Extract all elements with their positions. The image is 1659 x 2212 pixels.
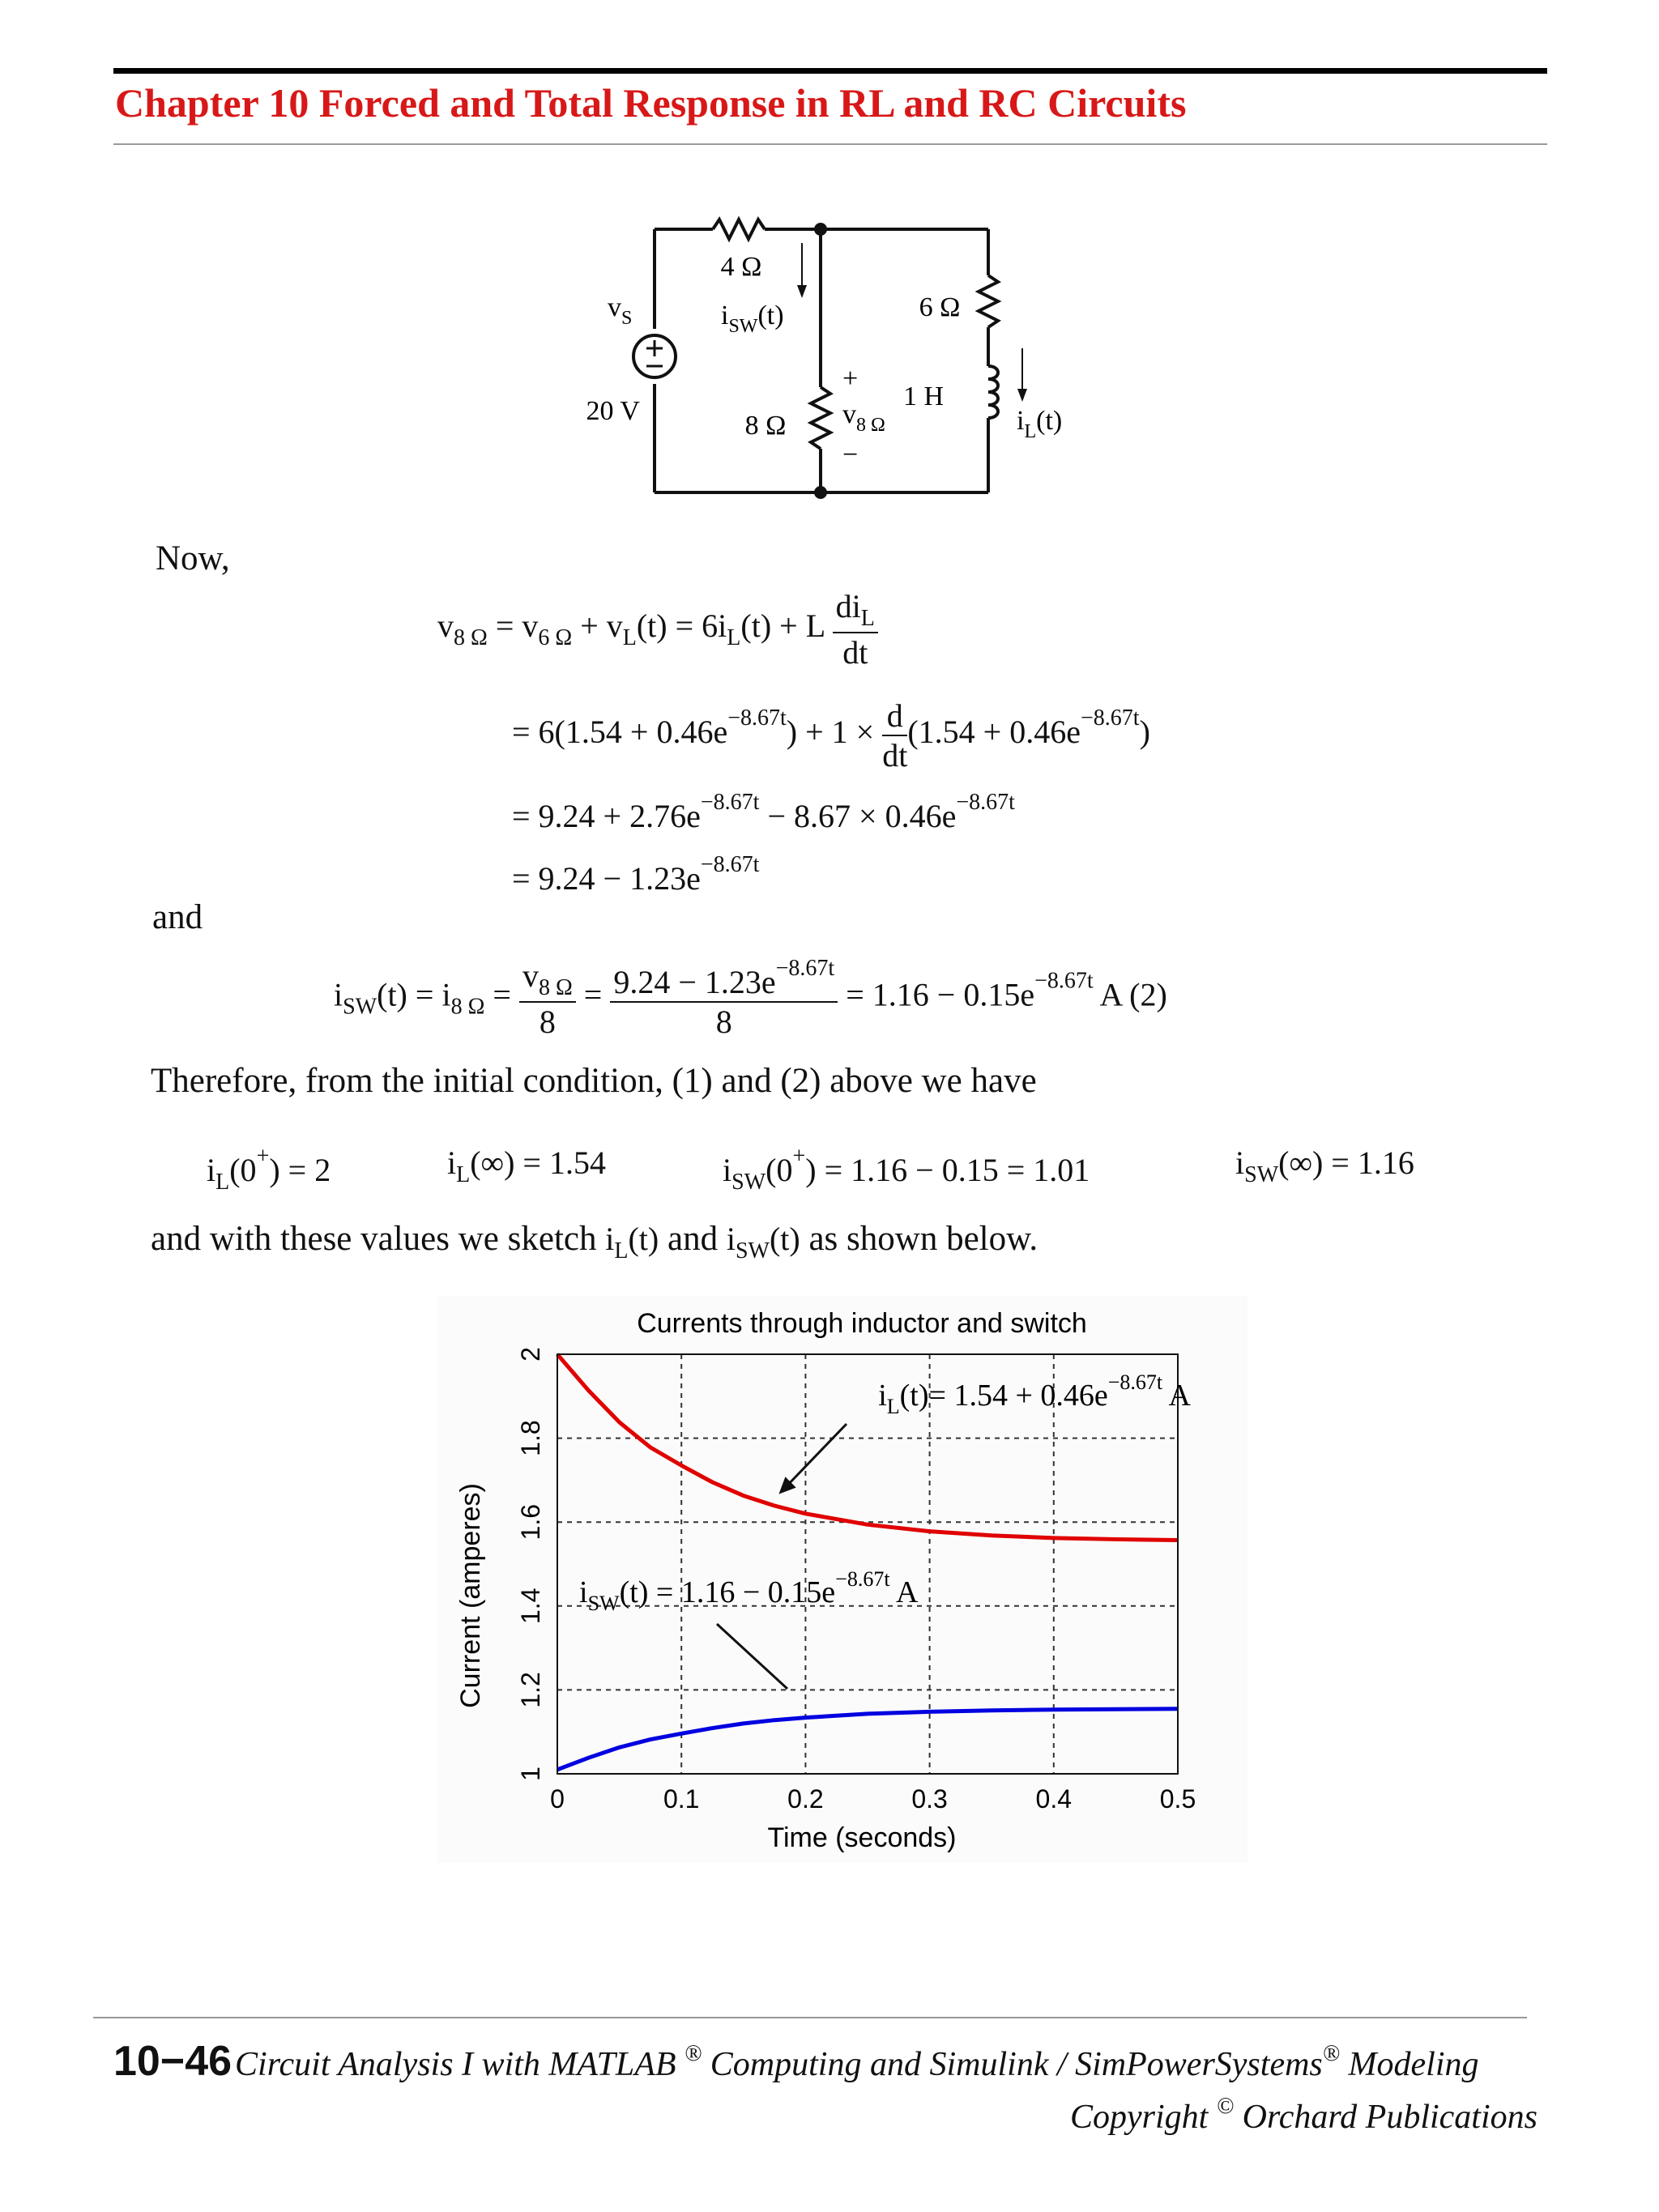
chart-title: Currents through inductor and switch [637,1308,1087,1339]
equation-line-1: $v_{8 \Omega} = v_{6 \Omega} + v_L(t) = 6i_L(t) + L$ $\frac{di_L}{dt}$ [437,587,878,671]
x-tick-label: 0.5 [1159,1784,1196,1813]
currents-chart [437,1296,1247,1863]
isw-label: $i_{SW}(t)$ [721,300,784,337]
y-tick-label: 1.4 [516,1588,545,1625]
v8-minus: − [842,440,859,470]
value-isw-0plus: $i_{SW}(0^+) = 1.16 - 0.15 = 1.01$ [723,1144,1090,1195]
book-title: Circuit Analysis I with MATLAB ® Computing and Simulink / SimPowerSystems® Modeling [235,2041,1479,2083]
x-tick-label: 0.4 [1035,1784,1073,1813]
x-tick-label: 0 [550,1784,565,1813]
page-number: 10−46 [113,2038,232,2085]
annotation-isw: $i_{SW}(t) = 1.16 - 0.15e^{-8.67t}$ A [579,1567,919,1615]
value-il-0plus: $i_L(0^+) = 2$ [207,1144,331,1195]
chapter-title: Chapter 10 Forced and Total Response in RL and RC Circuits [115,80,1187,126]
v8-label: $v_{8 \Omega}$ [842,399,885,436]
y-tick-label: 1.2 [516,1672,545,1708]
equation-line-5: $i_{SW}(t) = i_{8 \Omega}$ = $\frac{v_{8 \Omega}}{8}$ = $\frac{9.24 - 1.23e^{-8.67t}}{8}$ = $1.16 - 0.15e^{-8.67t}$ A (2) [334,956,1167,1040]
copyright: Copyright © Orchard Publications [1070,2094,1537,2136]
chart-ylabel: Current (amperes) [455,1483,486,1708]
text-now: Now, [156,539,230,578]
source-name: $v_S$ [608,292,633,329]
equation-line-4: = $9.24 - 1.23e^{-8.67t}$ [512,852,760,897]
y-tick-label: 1 [516,1767,545,1781]
text-and: and [152,898,203,936]
y-tick-label: 1.8 [516,1420,545,1456]
footer-divider [93,2017,1527,2018]
equation-line-3: = $9.24 + 2.76e^{-8.67t} - 8.67 \times 0.46e^{-8.67t}$ [512,790,1015,834]
equation-line-2: = $6(1.54 + 0.46e^{-8.67t}) + 1$ × $\frac{d}{dt}$ $(1.54 + 0.46e^{-8.67t})$ [512,697,1150,774]
annotation-il: $i_L(t)= 1.54 + 0.46e^{-8.67t}$ A [878,1370,1191,1418]
source-value: 20 V [586,396,640,426]
il-label: $i_L(t)$ [1017,406,1063,442]
inductor-label: 1 H [902,381,945,411]
v8-plus: + [842,364,859,394]
y-tick-label: 1.6 [516,1503,545,1541]
x-tick-label: 0.3 [911,1784,948,1813]
x-tick-label: 0.2 [787,1784,824,1813]
value-isw-inf: $i_{SW}(\infty) = 1.16$ [1235,1144,1414,1187]
chart-xlabel: Time (seconds) [767,1822,957,1853]
x-tick-label: 0.1 [663,1784,700,1813]
circuit-diagram [0,0,1659,567]
resistor-8ohm-label: 8 Ω [744,411,787,441]
footer-line [113,2037,1479,2086]
resistor-6ohm-label: 6 Ω [919,292,961,322]
value-il-inf: $i_L(\infty) = 1.54$ [447,1144,606,1187]
resistor-4ohm-label: 4 Ω [720,252,762,282]
y-tick-label: 2 [516,1347,545,1362]
text-sketch: and with these values we sketch $i_L(t)$ and $i_{SW}(t)$ as shown below. [151,1220,1038,1264]
text-therefore: Therefore, from the initial condition, (1) and (2) above we have [151,1062,1037,1100]
